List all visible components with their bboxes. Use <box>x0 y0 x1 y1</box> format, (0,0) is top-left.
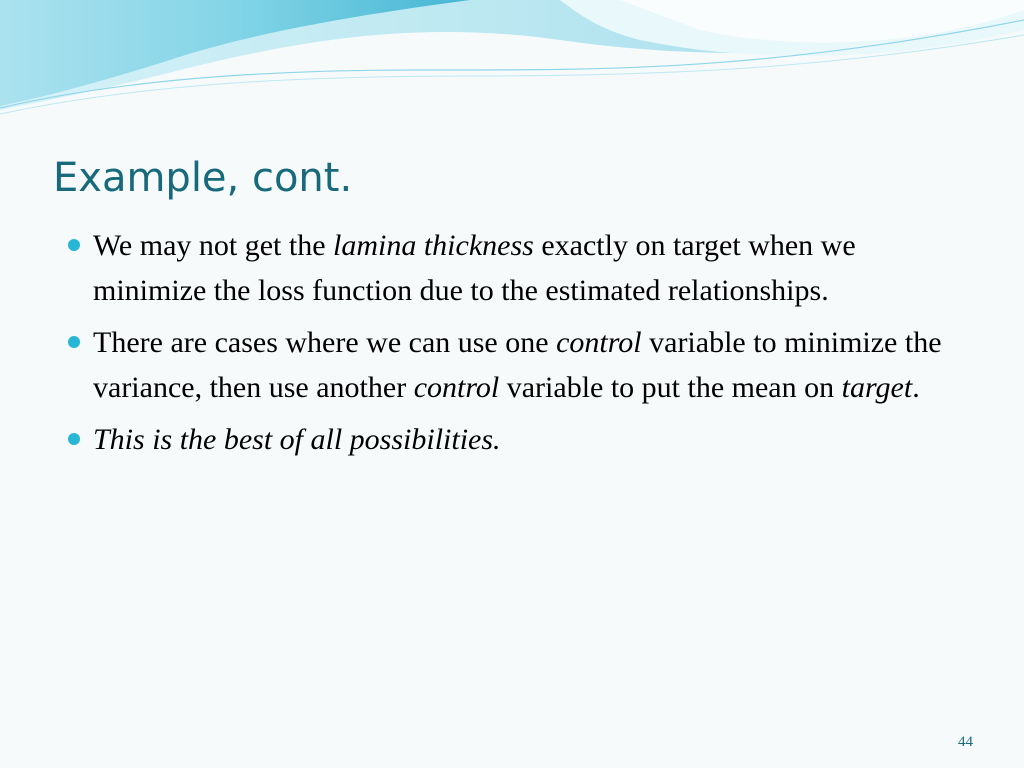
bullet-text: There are cases where we can use one <box>93 326 557 359</box>
bullet-text: . <box>912 370 920 404</box>
bullet-item <box>62 224 962 313</box>
bullet-text-italic: control <box>413 370 500 404</box>
page-number: 44 <box>958 734 973 750</box>
bullet-icon <box>68 433 80 445</box>
bullet-text: We may not get the <box>93 229 334 262</box>
bullet-icon <box>68 336 80 348</box>
bullet-text-italic: control <box>556 326 642 359</box>
bullet-icon <box>68 239 80 251</box>
bullet-text: exactly on target when we minimize the loss function due to the estimated relationships. <box>93 229 856 307</box>
header-wave-decoration <box>0 0 1024 140</box>
bullet-text-italic: This is the best of all possibilities. <box>93 423 501 456</box>
bullet-text: variable to minimize the variance, then use another <box>93 326 942 404</box>
bullet-text: variable to put the mean on <box>499 370 842 404</box>
bullet-text-italic: target <box>841 370 913 404</box>
slide-title: Example, cont. <box>53 155 353 201</box>
bullet-text-italic: lamina thickness <box>333 229 534 262</box>
bullet-item <box>62 418 962 463</box>
bullet-item <box>62 321 962 410</box>
bullet-list <box>62 224 962 471</box>
